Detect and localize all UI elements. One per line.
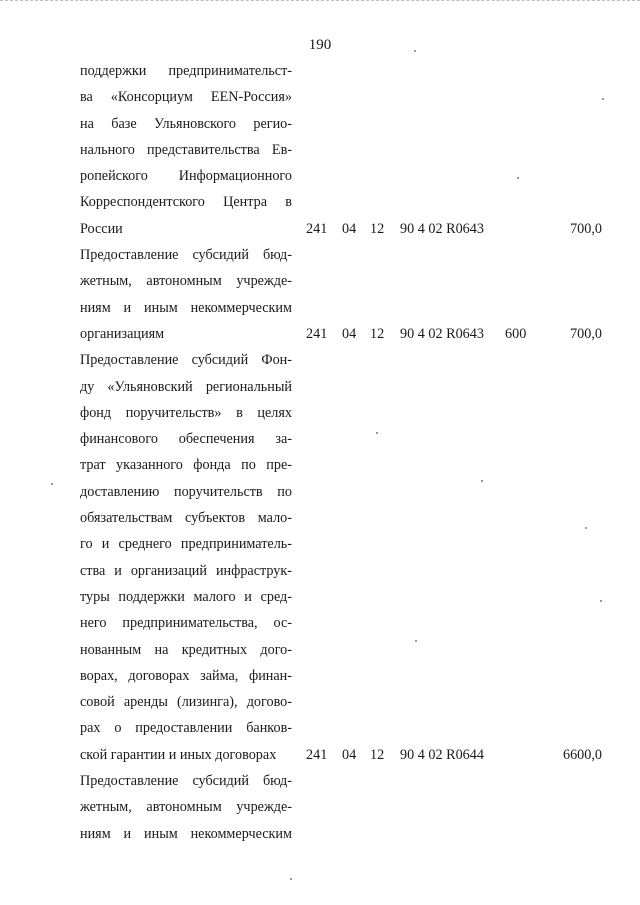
description-line: обязательствам субъектов мало- <box>80 510 292 527</box>
row-codes <box>80 742 620 768</box>
description-line: совой аренды (лизинга), догово- <box>80 694 292 711</box>
row-description <box>80 347 292 768</box>
description-line: го и среднего предприниматель- <box>80 536 292 553</box>
scan-speck <box>517 177 519 179</box>
subsection-code: 12 <box>370 221 385 238</box>
scan-speck <box>376 432 378 434</box>
description-line: нального представительства Ев- <box>80 141 292 158</box>
row-description <box>80 58 292 242</box>
scan-speck <box>415 640 417 642</box>
subsection-code: 12 <box>370 747 385 764</box>
description-line: Предоставление субсидий бюд- <box>80 773 292 790</box>
table-row <box>80 347 620 768</box>
description-line: ва «Консорциум EEN-Россия» <box>80 89 292 106</box>
description-line: ниям и иным некоммерческим <box>80 299 292 316</box>
scan-speck <box>602 98 604 100</box>
amount: 700,0 <box>570 326 602 343</box>
target-article-code: 90 4 02 R0643 <box>400 221 484 238</box>
description-line: Предоставление субсидий Фон- <box>80 352 292 369</box>
subsection-code: 12 <box>370 326 385 343</box>
page-number: 190 <box>308 37 332 53</box>
amount: 6600,0 <box>562 747 602 764</box>
scan-speck <box>481 480 483 482</box>
description-line: Предоставление субсидий бюд- <box>80 247 292 264</box>
description-line: Корреспондентского Центра в <box>80 194 292 211</box>
description-line: ства и организаций инфраструк- <box>80 562 292 579</box>
scan-speck <box>51 483 53 485</box>
description-line: жетным, автономным учрежде- <box>80 799 292 816</box>
description-line: нованным на кредитных дого- <box>80 641 292 658</box>
description-line: ворах, договорах займа, финан- <box>80 667 292 684</box>
row-codes <box>80 216 620 242</box>
description-line: жетным, автономным учрежде- <box>80 273 292 290</box>
description-line: ду «Ульяновский региональный <box>80 378 292 395</box>
description-line: финансового обеспечения за- <box>80 431 292 448</box>
table-row <box>80 58 620 242</box>
target-article-code: 90 4 02 R0644 <box>400 747 484 764</box>
budget-table <box>80 58 620 847</box>
description-line: ской гарантии и иных договорах <box>80 746 277 763</box>
description-line: фонд поручительств» в целях <box>80 404 292 421</box>
row-codes <box>80 321 620 347</box>
description-line: России <box>80 220 123 237</box>
description-line: рах о предоставлении банков- <box>80 720 292 737</box>
description-line: организациям <box>80 325 165 342</box>
target-article-code: 90 4 02 R0643 <box>400 326 484 343</box>
description-line: туры поддержки малого и сред- <box>80 588 292 605</box>
section-code: 04 <box>342 326 357 343</box>
description-line: поддержки предпринимательст- <box>80 63 292 79</box>
ministry-code: 241 <box>306 747 328 764</box>
scan-edge <box>0 0 640 15</box>
scan-speck <box>414 50 416 52</box>
section-code: 04 <box>342 221 357 238</box>
description-line: ропейского Информационного <box>80 168 292 185</box>
amount: 700,0 <box>570 221 602 238</box>
ministry-code: 241 <box>306 326 328 343</box>
description-line: ниям и иным некоммерческим <box>80 825 292 842</box>
description-line: на базе Ульяновского регио- <box>80 115 292 132</box>
scan-speck <box>600 600 602 602</box>
ministry-code: 241 <box>306 221 328 238</box>
description-line: трат указанного фонда по пре- <box>80 457 292 474</box>
scan-speck <box>585 527 587 529</box>
scan-speck <box>290 878 292 880</box>
description-line: доставлению поручительств по <box>80 483 292 500</box>
expense-type-code: 600 <box>505 326 527 343</box>
row-codes <box>80 821 620 847</box>
table-row <box>80 242 620 347</box>
table-row <box>80 768 620 847</box>
description-line: него предпринимательства, ос- <box>80 615 292 632</box>
section-code: 04 <box>342 747 357 764</box>
